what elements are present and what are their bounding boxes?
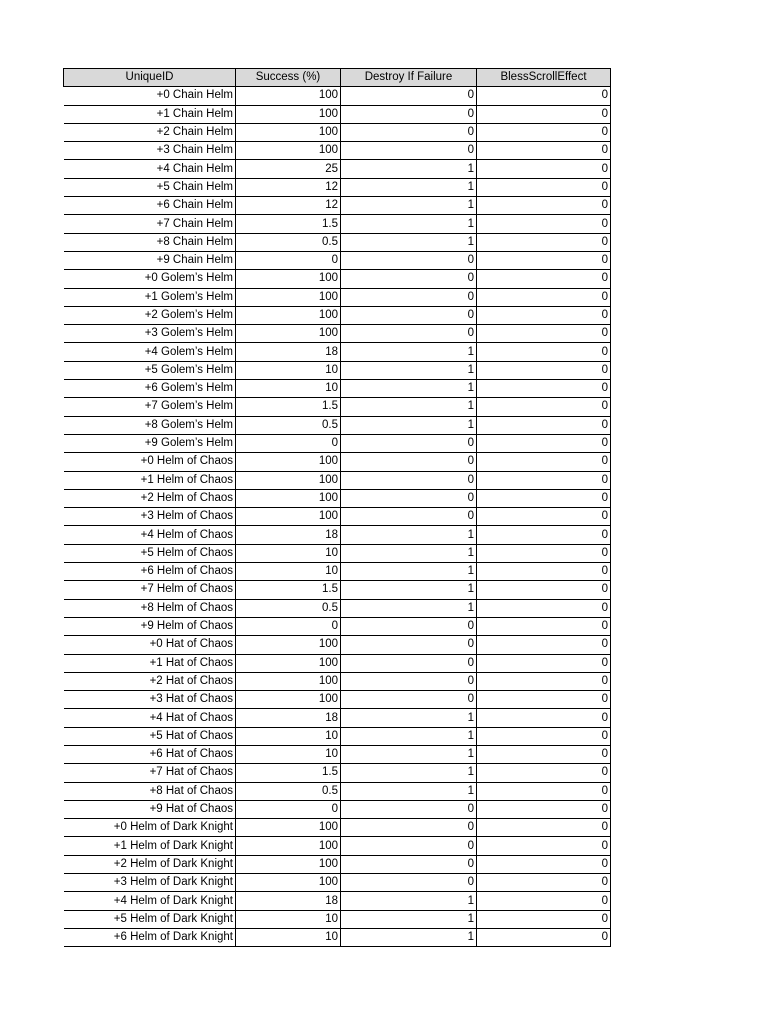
table-row (64, 727, 611, 745)
cell-bless-scroll-effect[interactable]: 0 (477, 87, 611, 105)
cell-success[interactable]: 1.5 (236, 398, 341, 416)
cell-unique-id[interactable]: +8 Chain Helm (64, 233, 236, 251)
table-row (64, 215, 611, 233)
cell-success[interactable]: 0.5 (236, 599, 341, 617)
cell-success[interactable]: 10 (236, 745, 341, 763)
cell-success[interactable]: 10 (236, 380, 341, 398)
cell-destroy-if-failure[interactable]: 1 (341, 892, 477, 910)
cell-unique-id[interactable]: +9 Chain Helm (64, 251, 236, 269)
table-row (64, 123, 611, 141)
cell-unique-id[interactable]: +3 Hat of Chaos (64, 691, 236, 709)
cell-destroy-if-failure[interactable]: 1 (341, 215, 477, 233)
cell-unique-id[interactable]: +0 Golem’s Helm (64, 270, 236, 288)
cell-bless-scroll-effect[interactable]: 0 (477, 672, 611, 690)
cell-unique-id[interactable]: +5 Chain Helm (64, 178, 236, 196)
cell-unique-id[interactable]: +7 Helm of Chaos (64, 581, 236, 599)
cell-success[interactable]: 10 (236, 928, 341, 946)
table-row (64, 471, 611, 489)
cell-success[interactable]: 12 (236, 197, 341, 215)
cell-unique-id[interactable]: +1 Hat of Chaos (64, 654, 236, 672)
cell-success[interactable]: 100 (236, 105, 341, 123)
table-row (64, 709, 611, 727)
table-row (64, 617, 611, 635)
table-row (64, 599, 611, 617)
cell-destroy-if-failure[interactable]: 0 (341, 489, 477, 507)
cell-unique-id[interactable]: +4 Golem’s Helm (64, 343, 236, 361)
cell-success[interactable]: 100 (236, 123, 341, 141)
cell-destroy-if-failure[interactable]: 1 (341, 380, 477, 398)
cell-unique-id[interactable]: +0 Hat of Chaos (64, 636, 236, 654)
cell-destroy-if-failure[interactable]: 1 (341, 343, 477, 361)
table-row (64, 892, 611, 910)
cell-destroy-if-failure[interactable]: 0 (341, 508, 477, 526)
cell-bless-scroll-effect[interactable]: 0 (477, 197, 611, 215)
cell-unique-id[interactable]: +5 Helm of Chaos (64, 544, 236, 562)
cell-success[interactable]: 12 (236, 178, 341, 196)
cell-destroy-if-failure[interactable]: 1 (341, 197, 477, 215)
table-row (64, 691, 611, 709)
table-row (64, 105, 611, 123)
table-row (64, 434, 611, 452)
cell-destroy-if-failure[interactable]: 0 (341, 672, 477, 690)
table-row (64, 508, 611, 526)
cell-success[interactable]: 100 (236, 87, 341, 105)
table-row (64, 874, 611, 892)
cell-bless-scroll-effect[interactable]: 0 (477, 654, 611, 672)
cell-bless-scroll-effect[interactable]: 0 (477, 837, 611, 855)
cell-destroy-if-failure[interactable]: 0 (341, 87, 477, 105)
cell-destroy-if-failure[interactable]: 1 (341, 526, 477, 544)
cell-bless-scroll-effect[interactable]: 0 (477, 325, 611, 343)
cell-destroy-if-failure[interactable]: 1 (341, 398, 477, 416)
cell-success[interactable]: 1.5 (236, 215, 341, 233)
cell-destroy-if-failure[interactable]: 0 (341, 251, 477, 269)
table-row (64, 453, 611, 471)
table-row (64, 87, 611, 105)
table-body (64, 87, 611, 947)
cell-destroy-if-failure[interactable]: 0 (341, 105, 477, 123)
cell-bless-scroll-effect[interactable]: 0 (477, 416, 611, 434)
table-row (64, 782, 611, 800)
cell-unique-id[interactable]: +2 Helm of Dark Knight (64, 855, 236, 873)
cell-bless-scroll-effect[interactable]: 0 (477, 142, 611, 160)
cell-bless-scroll-effect[interactable]: 0 (477, 178, 611, 196)
cell-unique-id[interactable]: +5 Golem’s Helm (64, 361, 236, 379)
cell-unique-id[interactable]: +7 Hat of Chaos (64, 764, 236, 782)
cell-destroy-if-failure[interactable]: 0 (341, 874, 477, 892)
table-row (64, 197, 611, 215)
cell-unique-id[interactable]: +3 Golem’s Helm (64, 325, 236, 343)
header-bless-scroll-effect[interactable]: BlessScrollEffect (477, 69, 611, 87)
cell-success[interactable]: 0.5 (236, 782, 341, 800)
table-row (64, 672, 611, 690)
cell-bless-scroll-effect[interactable]: 0 (477, 764, 611, 782)
cell-bless-scroll-effect[interactable]: 0 (477, 563, 611, 581)
cell-destroy-if-failure[interactable]: 1 (341, 178, 477, 196)
cell-unique-id[interactable]: +3 Chain Helm (64, 142, 236, 160)
cell-destroy-if-failure[interactable]: 0 (341, 325, 477, 343)
cell-unique-id[interactable]: +0 Chain Helm (64, 87, 236, 105)
cell-bless-scroll-effect[interactable]: 0 (477, 709, 611, 727)
cell-unique-id[interactable]: +5 Hat of Chaos (64, 727, 236, 745)
cell-unique-id[interactable]: +4 Helm of Dark Knight (64, 892, 236, 910)
cell-destroy-if-failure[interactable]: 0 (341, 837, 477, 855)
cell-destroy-if-failure[interactable]: 0 (341, 819, 477, 837)
cell-unique-id[interactable]: +7 Chain Helm (64, 215, 236, 233)
table-row (64, 800, 611, 818)
table-row (64, 544, 611, 562)
table-row (64, 306, 611, 324)
cell-unique-id[interactable]: +9 Helm of Chaos (64, 617, 236, 635)
cell-bless-scroll-effect[interactable]: 0 (477, 800, 611, 818)
cell-success[interactable]: 100 (236, 306, 341, 324)
cell-bless-scroll-effect[interactable]: 0 (477, 874, 611, 892)
cell-bless-scroll-effect[interactable]: 0 (477, 489, 611, 507)
cell-success[interactable]: 100 (236, 142, 341, 160)
cell-unique-id[interactable]: +6 Golem’s Helm (64, 380, 236, 398)
table-row (64, 745, 611, 763)
cell-bless-scroll-effect[interactable]: 0 (477, 233, 611, 251)
table-row (64, 398, 611, 416)
cell-success[interactable]: 25 (236, 160, 341, 178)
cell-bless-scroll-effect[interactable]: 0 (477, 910, 611, 928)
cell-success[interactable]: 10 (236, 727, 341, 745)
cell-success[interactable]: 10 (236, 563, 341, 581)
cell-destroy-if-failure[interactable]: 0 (341, 654, 477, 672)
cell-bless-scroll-effect[interactable]: 0 (477, 306, 611, 324)
table-row (64, 361, 611, 379)
table-row (64, 288, 611, 306)
table-row (64, 233, 611, 251)
cell-destroy-if-failure[interactable]: 1 (341, 233, 477, 251)
cell-destroy-if-failure[interactable]: 1 (341, 928, 477, 946)
header-destroy-if-failure[interactable]: Destroy If Failure (341, 69, 477, 87)
cell-success[interactable]: 10 (236, 910, 341, 928)
cell-bless-scroll-effect[interactable]: 0 (477, 928, 611, 946)
cell-unique-id[interactable]: +8 Hat of Chaos (64, 782, 236, 800)
cell-bless-scroll-effect[interactable]: 0 (477, 105, 611, 123)
cell-success[interactable]: 100 (236, 270, 341, 288)
header-success[interactable]: Success (%) (236, 69, 341, 87)
cell-success[interactable]: 100 (236, 471, 341, 489)
cell-bless-scroll-effect[interactable]: 0 (477, 343, 611, 361)
cell-bless-scroll-effect[interactable]: 0 (477, 892, 611, 910)
table-row (64, 654, 611, 672)
cell-success[interactable]: 0 (236, 617, 341, 635)
cell-bless-scroll-effect[interactable]: 0 (477, 160, 611, 178)
spreadsheet-table (63, 68, 611, 947)
cell-unique-id[interactable]: +1 Helm of Dark Knight (64, 837, 236, 855)
cell-success[interactable]: 18 (236, 709, 341, 727)
cell-bless-scroll-effect[interactable]: 0 (477, 636, 611, 654)
cell-success[interactable]: 0 (236, 251, 341, 269)
upgrade-table (63, 68, 611, 947)
cell-success[interactable]: 0.5 (236, 416, 341, 434)
cell-bless-scroll-effect[interactable]: 0 (477, 434, 611, 452)
table-row (64, 325, 611, 343)
cell-destroy-if-failure[interactable]: 1 (341, 727, 477, 745)
cell-success[interactable]: 100 (236, 508, 341, 526)
cell-success[interactable]: 100 (236, 325, 341, 343)
cell-destroy-if-failure[interactable]: 0 (341, 306, 477, 324)
table-row (64, 526, 611, 544)
cell-unique-id[interactable]: +1 Chain Helm (64, 105, 236, 123)
cell-unique-id[interactable]: +3 Helm of Chaos (64, 508, 236, 526)
cell-destroy-if-failure[interactable]: 0 (341, 617, 477, 635)
cell-bless-scroll-effect[interactable]: 0 (477, 270, 611, 288)
cell-bless-scroll-effect[interactable]: 0 (477, 288, 611, 306)
cell-success[interactable]: 0 (236, 434, 341, 452)
header-unique-id[interactable]: UniqueID (64, 69, 236, 87)
cell-bless-scroll-effect[interactable]: 0 (477, 782, 611, 800)
cell-destroy-if-failure[interactable]: 1 (341, 764, 477, 782)
table-row (64, 764, 611, 782)
cell-destroy-if-failure[interactable]: 1 (341, 361, 477, 379)
cell-bless-scroll-effect[interactable]: 0 (477, 215, 611, 233)
cell-success[interactable]: 1.5 (236, 764, 341, 782)
table-row (64, 160, 611, 178)
cell-bless-scroll-effect[interactable]: 0 (477, 251, 611, 269)
table-row (64, 928, 611, 946)
cell-unique-id[interactable]: +2 Golem’s Helm (64, 306, 236, 324)
cell-success[interactable]: 1.5 (236, 581, 341, 599)
cell-unique-id[interactable]: +8 Helm of Chaos (64, 599, 236, 617)
cell-unique-id[interactable]: +6 Helm of Chaos (64, 563, 236, 581)
table-row (64, 178, 611, 196)
table-row (64, 910, 611, 928)
table-row (64, 489, 611, 507)
cell-unique-id[interactable]: +0 Helm of Dark Knight (64, 819, 236, 837)
header-row (64, 69, 611, 87)
cell-unique-id[interactable]: +9 Hat of Chaos (64, 800, 236, 818)
cell-unique-id[interactable]: +2 Hat of Chaos (64, 672, 236, 690)
table-row (64, 581, 611, 599)
cell-unique-id[interactable]: +1 Golem’s Helm (64, 288, 236, 306)
cell-unique-id[interactable]: +6 Hat of Chaos (64, 745, 236, 763)
cell-unique-id[interactable]: +7 Golem’s Helm (64, 398, 236, 416)
cell-destroy-if-failure[interactable]: 1 (341, 416, 477, 434)
cell-success[interactable]: 100 (236, 874, 341, 892)
cell-bless-scroll-effect[interactable]: 0 (477, 123, 611, 141)
cell-success[interactable]: 100 (236, 691, 341, 709)
cell-bless-scroll-effect[interactable]: 0 (477, 398, 611, 416)
cell-destroy-if-failure[interactable]: 0 (341, 123, 477, 141)
cell-success[interactable]: 100 (236, 489, 341, 507)
cell-bless-scroll-effect[interactable]: 0 (477, 617, 611, 635)
table-row (64, 142, 611, 160)
cell-destroy-if-failure[interactable]: 1 (341, 910, 477, 928)
table-row (64, 343, 611, 361)
cell-success[interactable]: 10 (236, 361, 341, 379)
cell-success[interactable]: 100 (236, 654, 341, 672)
cell-unique-id[interactable]: +1 Helm of Chaos (64, 471, 236, 489)
cell-bless-scroll-effect[interactable]: 0 (477, 453, 611, 471)
table-row (64, 563, 611, 581)
cell-bless-scroll-effect[interactable]: 0 (477, 471, 611, 489)
table-row (64, 270, 611, 288)
cell-unique-id[interactable]: +0 Helm of Chaos (64, 453, 236, 471)
cell-destroy-if-failure[interactable]: 1 (341, 745, 477, 763)
cell-unique-id[interactable]: +4 Helm of Chaos (64, 526, 236, 544)
cell-unique-id[interactable]: +3 Helm of Dark Knight (64, 874, 236, 892)
cell-success[interactable]: 100 (236, 453, 341, 471)
cell-unique-id[interactable]: +4 Chain Helm (64, 160, 236, 178)
cell-unique-id[interactable]: +5 Helm of Dark Knight (64, 910, 236, 928)
cell-success[interactable]: 100 (236, 288, 341, 306)
cell-success[interactable]: 100 (236, 819, 341, 837)
cell-bless-scroll-effect[interactable]: 0 (477, 599, 611, 617)
cell-success[interactable]: 18 (236, 892, 341, 910)
cell-unique-id[interactable]: +8 Golem’s Helm (64, 416, 236, 434)
cell-destroy-if-failure[interactable]: 0 (341, 691, 477, 709)
table-row (64, 819, 611, 837)
cell-success[interactable]: 100 (236, 636, 341, 654)
cell-bless-scroll-effect[interactable]: 0 (477, 544, 611, 562)
cell-bless-scroll-effect[interactable]: 0 (477, 727, 611, 745)
cell-bless-scroll-effect[interactable]: 0 (477, 855, 611, 873)
cell-bless-scroll-effect[interactable]: 0 (477, 745, 611, 763)
cell-destroy-if-failure[interactable]: 0 (341, 453, 477, 471)
cell-destroy-if-failure[interactable]: 1 (341, 544, 477, 562)
cell-destroy-if-failure[interactable]: 0 (341, 270, 477, 288)
table-row (64, 837, 611, 855)
cell-bless-scroll-effect[interactable]: 0 (477, 361, 611, 379)
cell-success[interactable]: 10 (236, 544, 341, 562)
cell-success[interactable]: 18 (236, 526, 341, 544)
cell-unique-id[interactable]: +9 Golem’s Helm (64, 434, 236, 452)
cell-success[interactable]: 0.5 (236, 233, 341, 251)
cell-success[interactable]: 18 (236, 343, 341, 361)
cell-destroy-if-failure[interactable]: 0 (341, 142, 477, 160)
cell-success[interactable]: 100 (236, 672, 341, 690)
cell-success[interactable]: 100 (236, 855, 341, 873)
cell-bless-scroll-effect[interactable]: 0 (477, 691, 611, 709)
cell-unique-id[interactable]: +6 Helm of Dark Knight (64, 928, 236, 946)
table-row (64, 380, 611, 398)
cell-unique-id[interactable]: +6 Chain Helm (64, 197, 236, 215)
cell-destroy-if-failure[interactable]: 0 (341, 288, 477, 306)
cell-destroy-if-failure[interactable]: 1 (341, 160, 477, 178)
cell-destroy-if-failure[interactable]: 0 (341, 636, 477, 654)
cell-destroy-if-failure[interactable]: 1 (341, 782, 477, 800)
cell-unique-id[interactable]: +4 Hat of Chaos (64, 709, 236, 727)
table-row (64, 251, 611, 269)
cell-destroy-if-failure[interactable]: 0 (341, 471, 477, 489)
cell-destroy-if-failure[interactable]: 1 (341, 709, 477, 727)
cell-destroy-if-failure[interactable]: 1 (341, 599, 477, 617)
cell-success[interactable]: 100 (236, 837, 341, 855)
cell-unique-id[interactable]: +2 Chain Helm (64, 123, 236, 141)
cell-destroy-if-failure[interactable]: 1 (341, 581, 477, 599)
cell-bless-scroll-effect[interactable]: 0 (477, 508, 611, 526)
cell-bless-scroll-effect[interactable]: 0 (477, 526, 611, 544)
cell-bless-scroll-effect[interactable]: 0 (477, 380, 611, 398)
cell-destroy-if-failure[interactable]: 0 (341, 800, 477, 818)
cell-destroy-if-failure[interactable]: 1 (341, 563, 477, 581)
cell-destroy-if-failure[interactable]: 0 (341, 855, 477, 873)
cell-destroy-if-failure[interactable]: 0 (341, 434, 477, 452)
cell-bless-scroll-effect[interactable]: 0 (477, 581, 611, 599)
table-row (64, 636, 611, 654)
cell-success[interactable]: 0 (236, 800, 341, 818)
table-row (64, 416, 611, 434)
cell-unique-id[interactable]: +2 Helm of Chaos (64, 489, 236, 507)
cell-bless-scroll-effect[interactable]: 0 (477, 819, 611, 837)
table-row (64, 855, 611, 873)
